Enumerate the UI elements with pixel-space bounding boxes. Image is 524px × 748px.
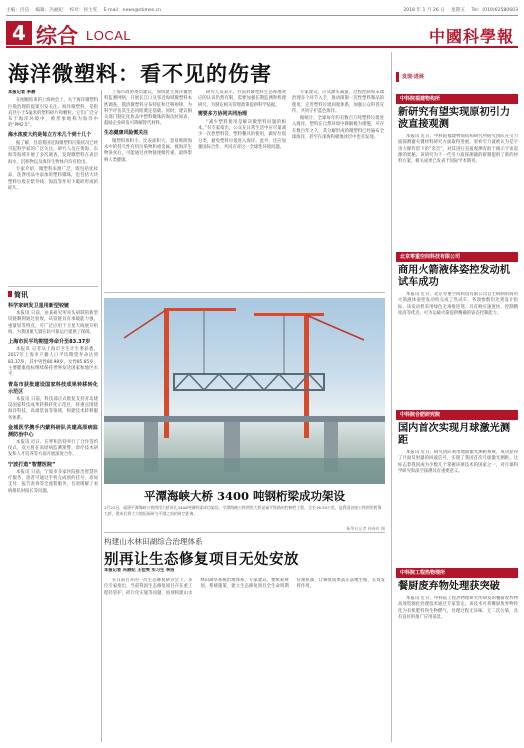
- story2-byline-col: [104, 568, 385, 576]
- main-para2: 据了解，目前我国近海微塑料污染状况已经引起科学家的广泛关注。研究人员在黄海、东海等海域开展了多次调查，发现微塑料在表层海水、沉积物以及海洋生物体内均有检出。: [8, 140, 98, 165]
- main-subhead2: 生态健康风险需关注: [104, 129, 149, 136]
- brief-title: 科学家研发卫星用新型铰链: [8, 303, 70, 309]
- story2-text: 在日前召开的一次生态修复研讨会上，多位专家指出，当前我国生态修复项目存在重工程轻管护、碎片化实施等问题，亟须构建山水林田湖草系统治理体系。专家建议，要统筹规划、系统施策，建立生态修复项目全生命周期管理机制，让修复成果真正落地生根、长效发挥作用。: [104, 578, 385, 596]
- story2-kicker: 构建山水林田湖综合治理体系: [104, 537, 203, 546]
- right-tag-3: 中科院合肥研究院: [396, 410, 518, 420]
- editor2-label: 编辑：冯丽妃: [35, 7, 64, 13]
- top-info-right: [398, 7, 518, 13]
- photo-caption: 1月22日，福建平潭海峡公铁两用大桥首孔3400吨钢桁梁成功架设。平潭海峡公铁两用大桥是福平铁路的控制性工程，全长16.34公里，是我国首座公铁两用跨海大桥，建成后将大大缩短福州与平潭之间的时空距离。: [104, 505, 382, 516]
- brief-title: 青岛市获批建设国家科技成果转移转化示范区: [8, 381, 98, 395]
- col2-text: 上海市政协委员建议，加快建立海洋微塑料监测网络，开展长江口及邻近海域微塑料本底调查，摸清微塑料分布特征和迁移规律，为科学评估其生态风险奠定基础。同时，建议相关部门制定化妆品中塑料微珠的淘汰时间表，鼓励企业研发可降解替代材料。: [104, 90, 192, 127]
- page-number: 4: [6, 21, 32, 45]
- proofreader-label: 校对：何士雯: [69, 7, 98, 13]
- right-body-3: [398, 450, 518, 564]
- right-text-4: 本报讯 近日，中科院工程热物理研究所研发的餐厨废弃物高效资源化处理技术通过专家鉴定。该技术可将餐厨废弃物转化为有机肥料和生物燃气，处理过程无异味、无二次污染，具有良好的推广应用前景。: [398, 596, 518, 620]
- top-info-left: [6, 7, 166, 13]
- story2-byline: 本报记者 冯丽妃 王佳雯 实习生 李洁: [104, 568, 175, 573]
- right-column-header: 发现·进展: [396, 72, 518, 82]
- brief-body: 本报讯 日前，科技部正式批复支持青岛建设国家科技成果转移转化示范区，将重点围绕海洋科技、高端装备等领域，构建技术转移服务体系。: [8, 396, 98, 421]
- column-divider: [101, 90, 102, 742]
- brief-body: 本报讯 日前，宁波市多家医院推出智慧医疗服务，患者可通过手机完成预约挂号、诊间支付、报告查询等全流程服务，有效缓解了看病排队时间长等问题。: [8, 469, 98, 494]
- newspaper-logo: 中國科學報: [428, 27, 514, 46]
- brief-body: 本报讯 日前，由某研究所牵头研制的新型铰链顺利通过验收，该铰链具有承载能力强、重量轻等特点，可广泛应用于卫星天线展开机构，为我国航天器在轨可靠运行提供了保障。: [8, 311, 98, 335]
- section-name-en: LOCAL: [86, 28, 132, 43]
- main-para5: 研究人员表示，目前对微塑料生态毒理效应的认识仍然有限，需要加强长期监测和机理研究，为制定相关管理政策提供科学依据。: [198, 90, 286, 108]
- main-story-col2: [104, 90, 192, 290]
- right-tag-1: 中科院福建物构所: [396, 94, 518, 104]
- news-briefs-title: 简讯: [8, 290, 28, 300]
- section-divider: [104, 532, 385, 533]
- main-headline: 海洋微塑料：看不见的伤害: [8, 61, 272, 86]
- issue-weekday: 星期五: [451, 7, 466, 13]
- main-story-col3: [198, 90, 286, 290]
- main-subhead1: 海水浓度大约是每立方米几个到十几个: [8, 131, 92, 138]
- main-para1: 在刚刚结束的上海两会上，关于海洋微塑料污染治理的提案引发关注。海洋微塑料，是指直径小于5毫米的塑料碎片和颗粒，它们广泛分布于海洋环境中，被形象地称为海洋中的“PM2.5”。: [8, 98, 98, 129]
- section-divider: [8, 286, 98, 287]
- right-headline-1: 新研究有望实现原初引力波直接观测: [398, 106, 511, 131]
- right-headline-2: 商用火箭液体姿控发动机试车成功: [398, 264, 511, 289]
- right-tag-2: 北京零重空间科技有限公司: [396, 252, 518, 262]
- story2-title: 别再让生态修复项目无处安放: [104, 551, 299, 568]
- editor-label: 主编：肖洁: [6, 7, 29, 13]
- main-story-col1: [8, 90, 98, 286]
- top-info-bar: [6, 4, 518, 16]
- main-subhead3: 需要多方协同共同治理: [198, 110, 247, 117]
- photo-title: 平潭海峡大桥 3400 吨钢桁梁成功架设: [143, 489, 345, 503]
- main-para6: 专家建议，应从源头减量、过程控制和末端治理多个环节入手，推动限制一次性塑料制品的使用，完善塑料垃圾回收体系，加强公众科普宣传，共同守护蓝色海洋。: [292, 90, 384, 114]
- brief-body: 本报讯 记者从上海市卫生计生委获悉，2017年上海市户籍人口平均期望寿命达到83.37岁，其中男性80.98岁，女性85.85岁，主要健康指标继续保持世界发达国家和地区水平。: [8, 347, 98, 378]
- brief-title: 宁波打造“智慧医院”: [8, 461, 56, 468]
- right-body-4: [398, 596, 518, 742]
- column-divider: [391, 52, 392, 742]
- email-label: E-mail：news@stimes.cn: [103, 7, 162, 13]
- sea: [104, 458, 385, 484]
- right-text-1: 本报讯 近日，中科院福建物质结构研究所研究团队在引力波探测器关键材料研究方面取得进展。原初引力波被认为是宇宙大爆炸留下的“余音”，对其进行直接观测有助于揭示宇宙起源的奥秘。该研究为下一代引力波探测器的研制提供了新的材料方案，相关成果已发表于国际学术期刊。: [398, 134, 518, 165]
- main-byline: 本报记者 李晨: [8, 90, 36, 95]
- right-body-1: [398, 134, 518, 246]
- right-body-2: [398, 292, 518, 406]
- story2-body: [104, 578, 385, 742]
- issue-date: 2018 年 1 月 26 日: [403, 7, 445, 13]
- brief-title: 上海市民平均期望寿命升至83.37岁: [8, 339, 91, 346]
- right-headline-3: 国内首次实现月球激光测距: [398, 422, 511, 447]
- section-name-zh: 综合: [36, 23, 78, 48]
- main-story-col4: [292, 90, 384, 290]
- bridge-illustration: [104, 298, 385, 484]
- col4-text: 据统计，全球每年约有数百万吨塑料垃圾进入海洋。塑料在自然环境中降解极为缓慢，可存在数百年之久，其分解形成的微塑料已经遍布全球海洋，甚至在深海和极地冰层中也有发现。: [292, 116, 384, 141]
- bridge-deck: [104, 416, 385, 422]
- crane-arm-left: [166, 308, 236, 311]
- crane-arm-right: [254, 313, 324, 316]
- brief-title: 金城医学携手内蒙科研队共建高原病监测防治中心: [8, 424, 98, 438]
- news-briefs: [8, 300, 98, 742]
- right-tag-4: 中科院工程热物理所: [396, 568, 518, 578]
- photo-credit: 新华社记者 林善传 摄: [346, 526, 385, 531]
- section-header: [6, 18, 518, 48]
- right-text-2: 本报讯 近日，北京零重空间科技有限公司自主研制的商用火箭液体姿控发动机完成了热试车，各项参数均达到设计指标。该发动机采用绿色无毒推进剂，具有响应速度快、控制精度高等优点，可为运载火箭提供精确的姿态控制能力。: [398, 292, 518, 316]
- brief-body: 本报讯 近日，在呼和浩特举行了合作签约仪式，双方将在高原病监测预警、诊疗技术研发和人才培养等方面开展深度合作。: [8, 439, 98, 458]
- section-divider: [104, 292, 385, 293]
- right-headline-4: 餐厨废弃物处理获突破: [398, 580, 500, 592]
- main-para4: 微塑料体积小、比表面积大，容易吸附海水中的持久性有机污染物和重金属，被海洋生物误食后，可能通过食物链逐级传递，最终影响人类健康。: [104, 138, 192, 163]
- phone-label: Tel：(010)62580603: [471, 7, 518, 13]
- right-text-3: 本报讯 近日，研究团队利用地面激光测距系统，成功获得了月面反射器的回波信号，实现了我国首次月球激光测距。这标志着我国成为少数几个掌握该项技术的国家之一，对月球科学研究和深空探测具有重要意义。: [398, 450, 518, 474]
- bridge-photo: [104, 298, 385, 484]
- col3-text: “减少塑料使用是解决微塑料问题的根本。”有专家指出，公众在日常生活中应尽量减少一次性塑料袋、塑料餐具的使用，做好垃圾分类，避免塑料垃圾进入海洋。此外，还应加强国际合作，共同应对这一全球性环境问题。: [198, 119, 286, 151]
- main-para3: 专家介绍，微塑料来源广泛，既包括化妆品、洗涤用品中添加的塑料微珠，也包括大块塑料垃圾在紫外线、海浪等作用下破碎形成的碎片。: [8, 166, 98, 191]
